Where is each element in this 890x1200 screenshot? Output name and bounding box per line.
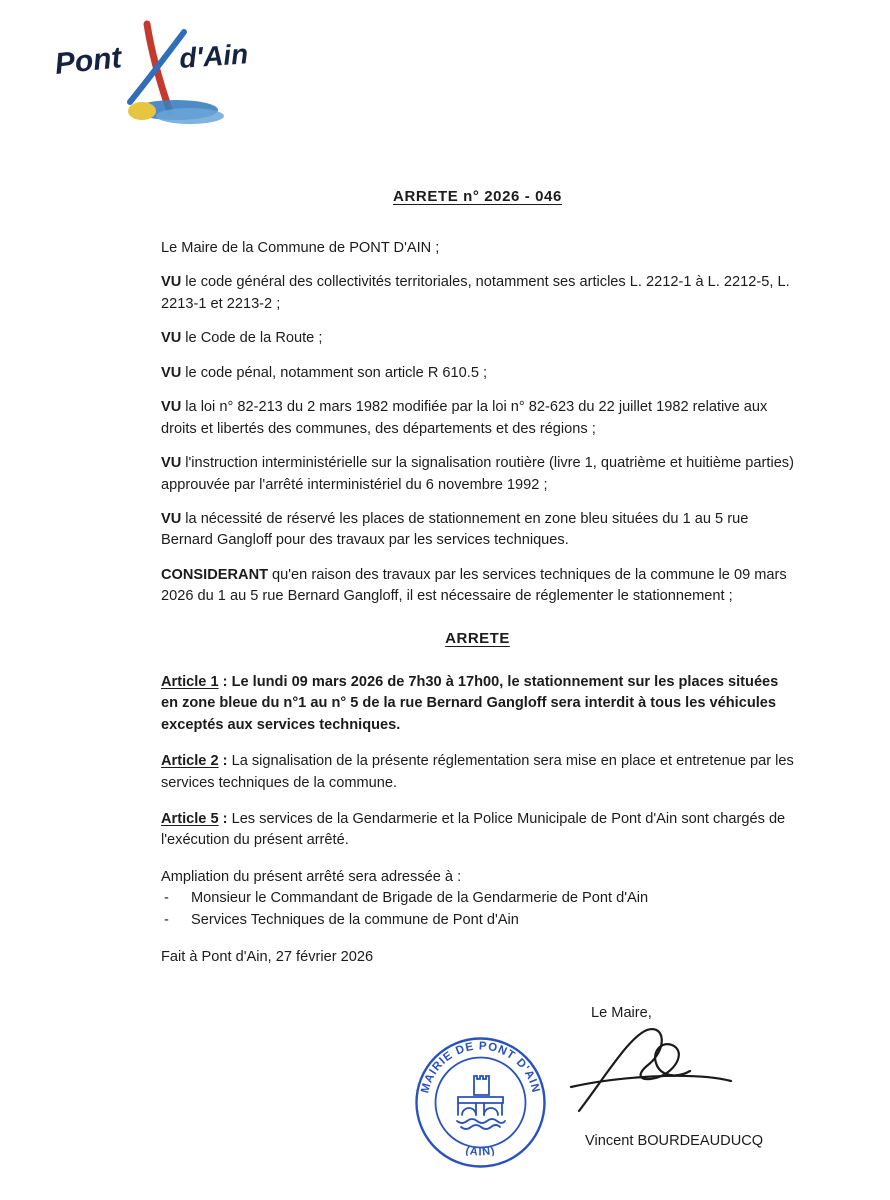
stamp-bottom-text: (AIN): [464, 1143, 497, 1159]
vu-paragraph: [161, 453, 794, 496]
list-dash: -: [164, 911, 169, 928]
ampliation-item: [161, 910, 794, 931]
article-text: Les services de la Gendarmerie et la Police Municipale de Pont d'Ain sont chargés de l'exécution du présent arrêté.: [161, 810, 786, 849]
mairie-stamp: [413, 1035, 548, 1170]
vu-text: la loi n° 82-213 du 2 mars 1982 modifiée par la loi n° 82-623 du 22 juillet 1982 relative aux droits et libertés des communes, des départements et des régions ;: [161, 399, 768, 437]
article-separator: :: [218, 810, 232, 827]
vu-text: la nécessité de réservé les places de stationnement en zone bleu situées du 1 au 5 rue Bernard Gangloff pour des travaux par les services techniques.: [161, 510, 749, 549]
article-label: Article 1: [161, 673, 219, 690]
pont-dain-logo: [50, 12, 250, 132]
vu-text: le Code de la Route ;: [185, 330, 323, 347]
ampliation-block: [161, 867, 794, 931]
article-text: La signalisation de la présente réglementation sera mise en place et entretenue par les services techniques de la commune.: [161, 753, 794, 791]
article-label: Article 2: [161, 753, 219, 770]
logo-word-dain: d'Ain: [178, 38, 250, 74]
mayor-name: Vincent BOURDEAUDUCQ: [585, 1132, 764, 1149]
vu-label: VU: [161, 274, 182, 291]
list-dash: -: [164, 890, 169, 907]
vu-paragraph: [161, 363, 794, 384]
document-title: ARRETE n° 2026 - 046: [393, 188, 562, 205]
vu-paragraph: [161, 328, 794, 349]
article-separator: :: [218, 673, 232, 690]
logo-cross-icon: [130, 24, 184, 112]
vu-label: VU: [161, 399, 182, 416]
article-text: Le lundi 09 mars 2026 de 7h30 à 17h00, le stationnement sur les places situées en zone bleue du n°1 au n° 5 de la rue Bernard Gangloff sera interdit à tous les véhicules exceptés aux services techniques.: [161, 673, 779, 733]
considerant-label: CONSIDERANT: [161, 566, 269, 583]
article-paragraph: [161, 751, 794, 794]
ampliation-item: [161, 888, 794, 909]
logo-word-pont: Pont: [53, 41, 124, 81]
logo-brush-patch: [128, 100, 224, 124]
ampliation-intro: Ampliation du présent arrêté sera adressée à :: [161, 868, 462, 885]
vu-paragraph: [161, 397, 794, 440]
article-separator: :: [218, 753, 232, 770]
article-paragraph: [161, 672, 794, 736]
considerant-text: qu'en raison des travaux par les services techniques de la commune le 09 mars 2026 du 1 au 5 rue Bernard Gangloff, il est nécessaire de réglementer le stationnement ;: [161, 566, 787, 605]
vu-text: le code général des collectivités territoriales, notamment ses articles L. 2212-1 à L. 2212-5, L. 2213-1 et 2213-2 ;: [161, 274, 790, 312]
vu-paragraph: [161, 509, 794, 552]
ampliation-item-text: Monsieur le Commandant de Brigade de la Gendarmerie de Pont d'Ain: [191, 890, 649, 907]
vu-text: l'instruction interministérielle sur la signalisation routière (livre 1, quatrième et huitième parties) approuvée par l'arrêté interministériel du 6 novembre 1992 ;: [161, 455, 794, 493]
svg-text:(AIN): [464, 1144, 497, 1158]
place-date-line: Fait à Pont d'Ain, 27 février 2026: [161, 949, 374, 966]
vu-label: VU: [161, 510, 182, 527]
intro-line: Le Maire de la Commune de PONT D'AIN ;: [161, 240, 440, 257]
le-maire-label: Le Maire,: [591, 1004, 652, 1021]
document-body: [161, 186, 794, 1200]
vu-label: VU: [161, 330, 182, 347]
stamp-coat-of-arms-icon: [457, 1076, 505, 1129]
arrete-heading: ARRETE: [445, 629, 510, 647]
mayor-signature: [569, 1019, 739, 1129]
vu-label: VU: [161, 364, 182, 381]
vu-label: VU: [161, 455, 182, 472]
signature-area: [161, 979, 794, 1200]
ampliation-item-text: Services Techniques de la commune de Pont d'Ain: [191, 911, 519, 928]
article-paragraph: [161, 809, 794, 852]
stamp-ring-text: MAIRIE DE PONT D'AIN: [419, 1039, 542, 1095]
article-label: Article 5: [161, 810, 219, 827]
vu-text: le code pénal, notamment son article R 610.5 ;: [185, 364, 488, 381]
vu-paragraph: [161, 272, 794, 315]
considerant-paragraph: [161, 565, 794, 608]
